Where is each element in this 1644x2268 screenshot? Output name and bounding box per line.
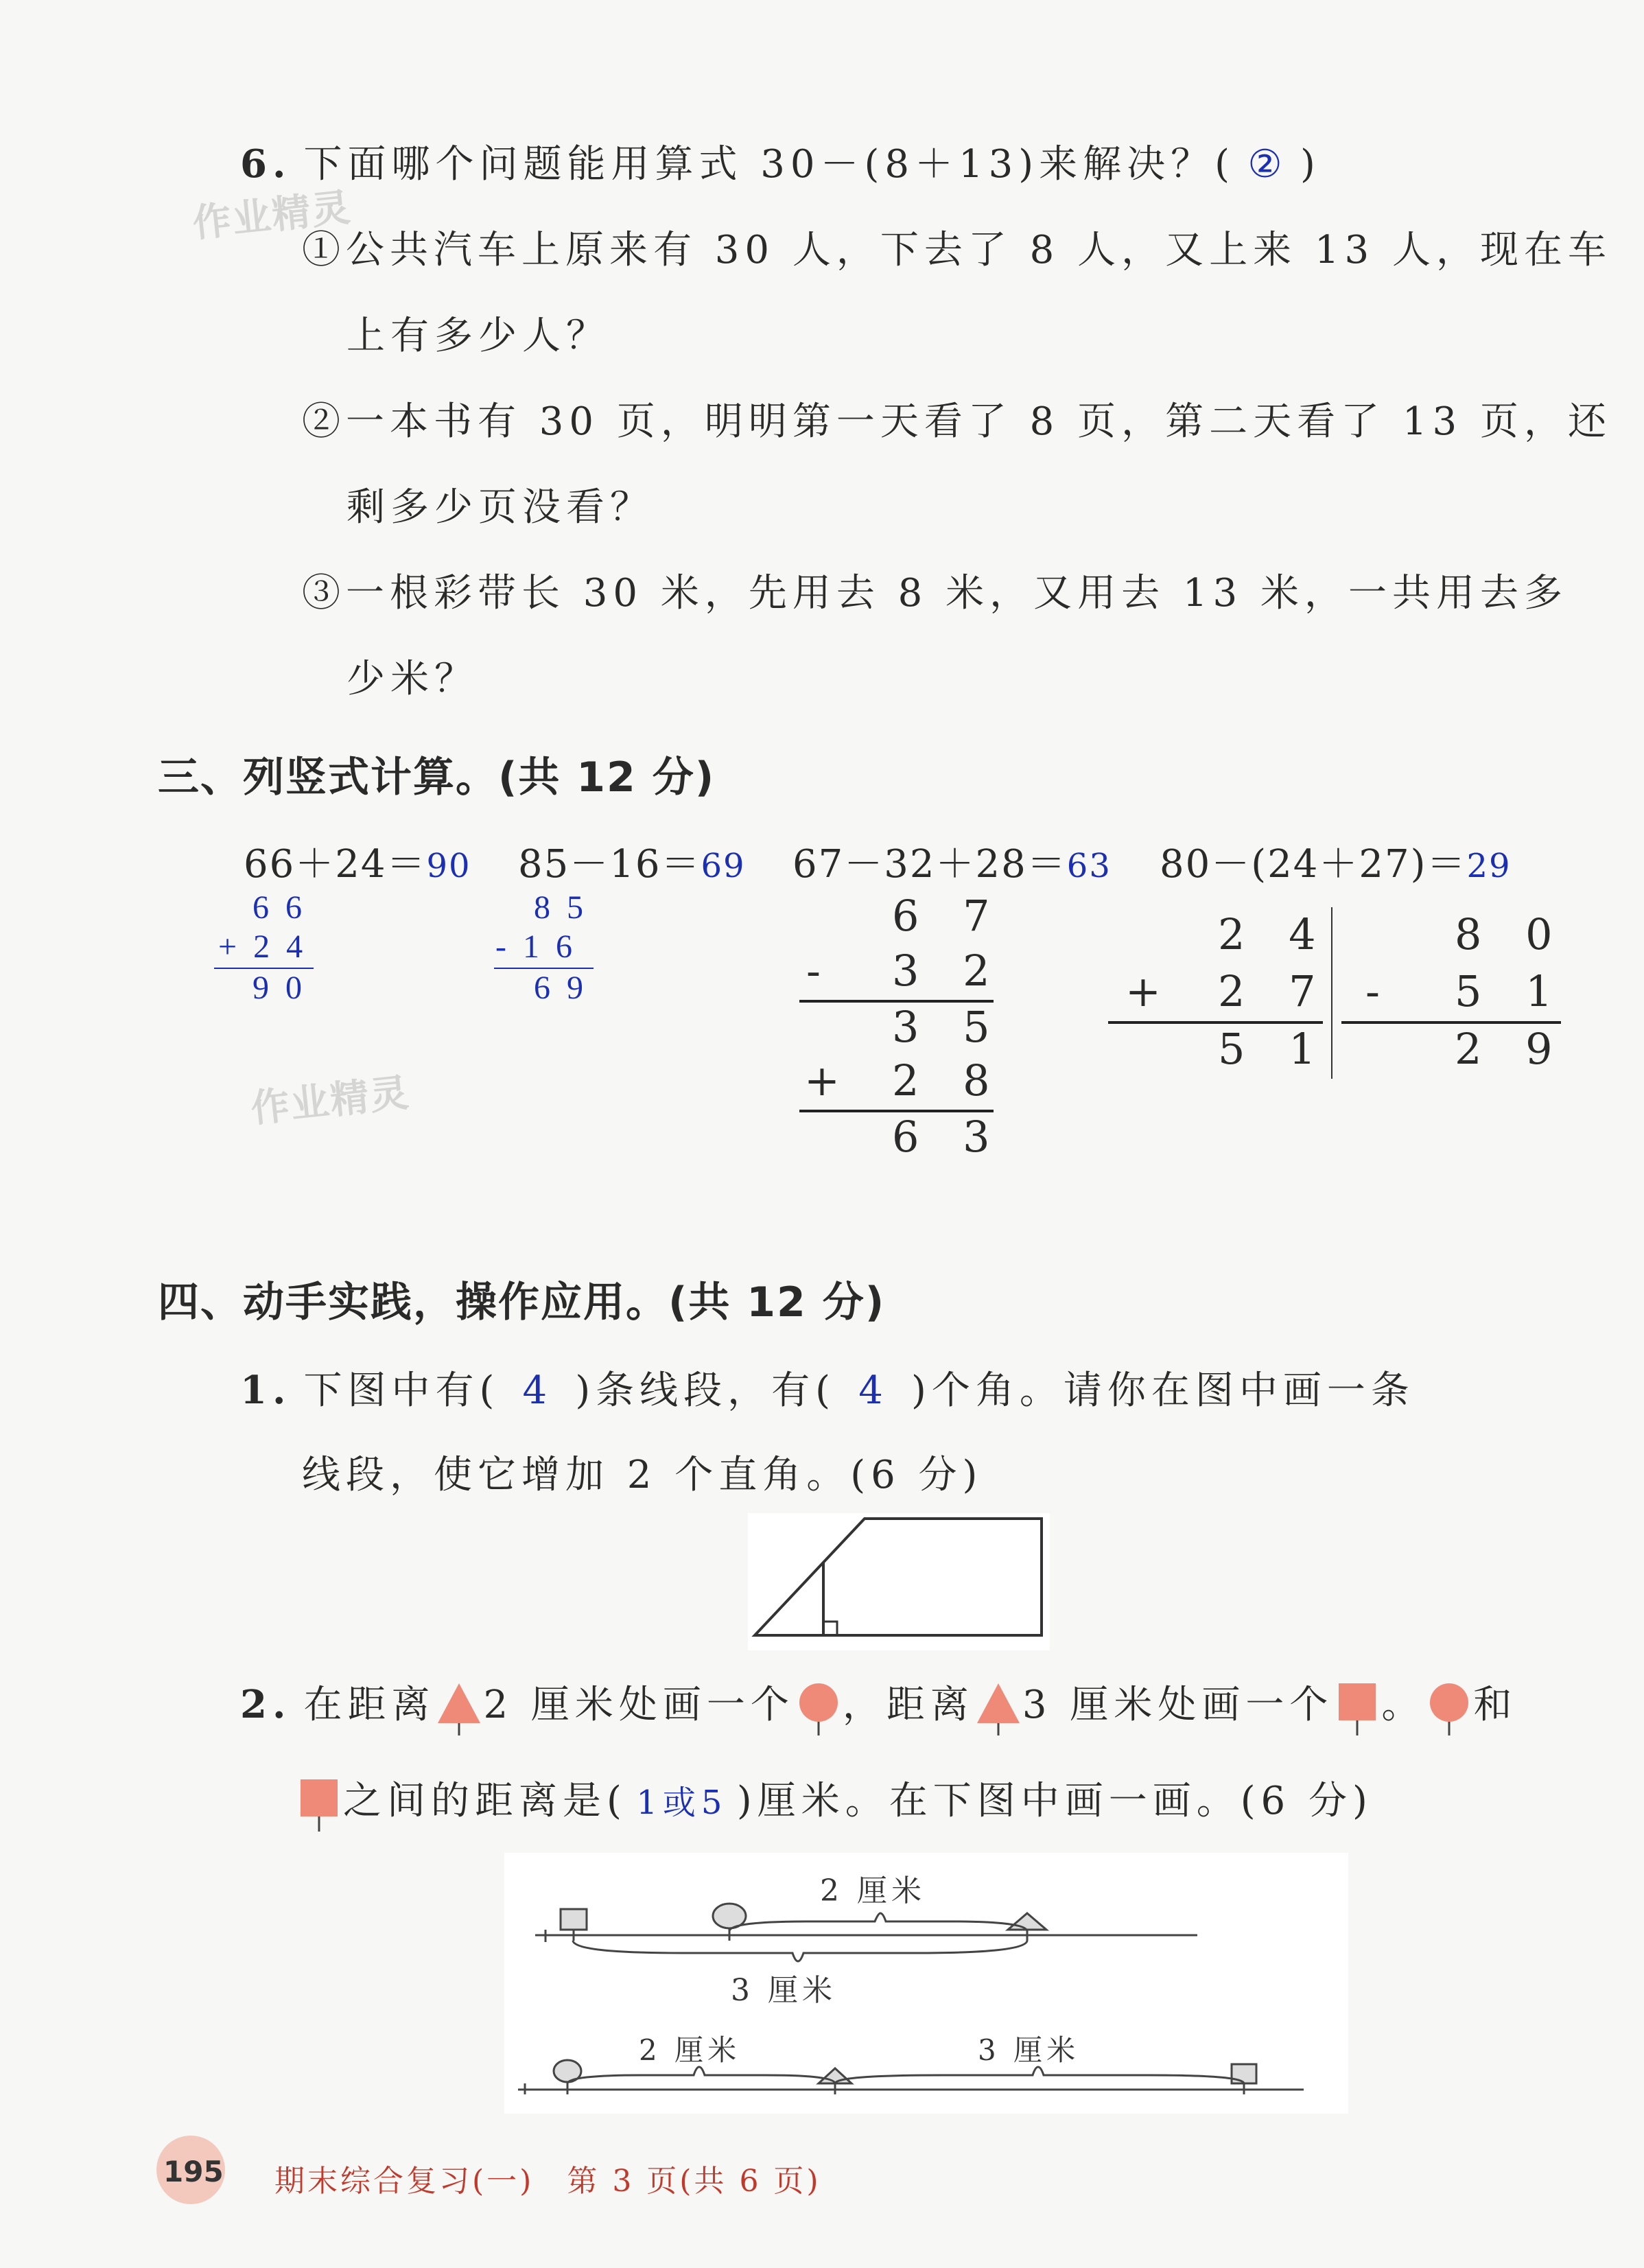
- equation-text: 80－(24＋27)＝: [1160, 842, 1467, 887]
- triangle-icon: [435, 1681, 483, 1735]
- vertical-calc-3-mid: 3 5: [892, 1002, 1005, 1052]
- equation-4: [1160, 834, 1512, 889]
- equation-answer: 29: [1466, 847, 1512, 885]
- question-text: )个角。请你在图中画一条: [911, 1368, 1415, 1413]
- equation-answer: 69: [701, 847, 746, 885]
- question-text: 之间的距离是(: [343, 1779, 627, 1823]
- option-3-line-1: ③一根彩带长 30 米，先用去 8 米，又用去 13 米，一共用去多: [302, 571, 1568, 616]
- vertical-calc-3-result: 6 3: [892, 1112, 1005, 1162]
- equation-text: 67－32＋28＝: [792, 842, 1067, 887]
- question-number: 6.: [240, 141, 292, 187]
- vertical-calc-2-operand: - 1 6: [495, 928, 576, 965]
- fig1-label-bottom: 3 厘米: [731, 1973, 836, 2008]
- vertical-calc-4b-result: 2 9: [1455, 1024, 1568, 1074]
- section-4-title: 四、动手实践，操作应用。(共 12 分): [158, 1278, 886, 1326]
- option-1-line-2: 上有多少人？: [347, 314, 610, 358]
- answer-blank[interactable]: 1或5: [636, 1784, 728, 1822]
- triangle-icon: [974, 1681, 1022, 1735]
- vertical-calc-4b-top: 8 0: [1455, 909, 1568, 959]
- vertical-calc-4a-n: 2 7: [1218, 966, 1331, 1016]
- equation-text: 66＋24＝: [244, 842, 427, 887]
- vertical-calc-2-result: 6 9: [534, 970, 587, 1006]
- question-text: ，距离: [842, 1683, 974, 1727]
- vertical-calc-3-op1: -: [806, 946, 836, 996]
- question-text-end: ): [1300, 142, 1321, 187]
- question-2: [240, 1674, 1517, 1735]
- vertical-calc-3-n2: 2 8: [892, 1055, 1005, 1106]
- equation-2: [518, 834, 746, 889]
- vertical-calc-2-top: 8 5: [534, 889, 587, 926]
- question-text: 和: [1473, 1683, 1518, 1727]
- question-text: )厘米。在下图中画一画。(6 分): [736, 1779, 1373, 1823]
- square-icon: [1333, 1681, 1381, 1735]
- question-6: [240, 134, 1321, 189]
- equation-3: [792, 834, 1112, 889]
- vertical-calc-4a-result: 5 1: [1218, 1024, 1331, 1074]
- question-text: 3 厘米处画一个: [1022, 1683, 1334, 1727]
- question-text: 下面哪个问题能用算式 30－(8＋13)来解决？(: [303, 142, 1235, 187]
- watermark: 作业精灵: [248, 1071, 412, 1132]
- vertical-calc-3-top: 6 7: [892, 891, 1005, 941]
- option-2-line-1: ②一本书有 30 页，明明第一天看了 8 页，第二天看了 13 页，还: [302, 399, 1612, 444]
- page-number: 195: [163, 2155, 224, 2188]
- answer-blank[interactable]: ②: [1247, 142, 1288, 187]
- question-text: 2 厘米处画一个: [483, 1683, 795, 1727]
- footer-text: 期末综合复习(一) 第 3 页(共 6 页): [274, 2164, 821, 2199]
- question-text: 。: [1381, 1683, 1426, 1727]
- distance-figure: [504, 1853, 1348, 2114]
- vertical-calc-4b-op: -: [1365, 966, 1395, 1016]
- fig2-label-left: 2 厘米: [639, 2033, 741, 2067]
- divider: [1331, 907, 1332, 1079]
- vertical-calc-3-op2: +: [804, 1055, 855, 1106]
- vertical-calc-1-operand: + 2 4: [218, 928, 307, 965]
- equation-answer: 63: [1066, 847, 1112, 885]
- equation-text: 85－16＝: [518, 842, 701, 887]
- trapezoid-figure: [748, 1513, 1050, 1650]
- question-number: 2.: [240, 1682, 292, 1727]
- circle-icon: [1425, 1681, 1473, 1735]
- question-number: 1.: [240, 1368, 292, 1413]
- circle-icon: [795, 1681, 843, 1735]
- question-1-line-2: 线段，使它增加 2 个直角。(6 分): [302, 1453, 983, 1497]
- question-text: )条线段，有(: [575, 1368, 836, 1413]
- equation-answer: 90: [426, 847, 471, 885]
- option-3-line-2: 少米？: [347, 657, 478, 701]
- square-icon: [295, 1777, 343, 1832]
- square-marker: [1232, 2064, 1256, 2083]
- section-3-title: 三、列竖式计算。(共 12 分): [158, 753, 716, 802]
- square-marker: [561, 1909, 587, 1930]
- vertical-calc-4b-n: 5 1: [1455, 966, 1568, 1016]
- equation-1: [244, 834, 471, 889]
- question-text: 在距离: [303, 1683, 436, 1727]
- vertical-calc-4a-op: +: [1125, 966, 1176, 1016]
- question-2-line-2: [295, 1770, 1373, 1832]
- watermark: 作业精灵: [190, 185, 354, 246]
- vertical-calc-4a-top: 2 4: [1218, 909, 1331, 959]
- answer-blank[interactable]: 4: [858, 1368, 889, 1413]
- option-1-line-1: ①公共汽车上原来有 30 人，下去了 8 人，又上来 13 人，现在车: [302, 228, 1612, 272]
- vertical-calc-1-top: 6 6: [253, 889, 306, 926]
- answer-blank[interactable]: 4: [522, 1368, 553, 1413]
- question-1: [240, 1360, 1415, 1415]
- fig2-label-right: 3 厘米: [978, 2033, 1080, 2067]
- fig1-label-top: 2 厘米: [820, 1873, 926, 1908]
- option-2-line-2: 剩多少页没看？: [347, 485, 654, 530]
- vertical-calc-1-result: 9 0: [253, 970, 306, 1006]
- question-text: 下图中有(: [303, 1368, 500, 1413]
- vertical-calc-3-n1: 3 2: [892, 946, 1005, 996]
